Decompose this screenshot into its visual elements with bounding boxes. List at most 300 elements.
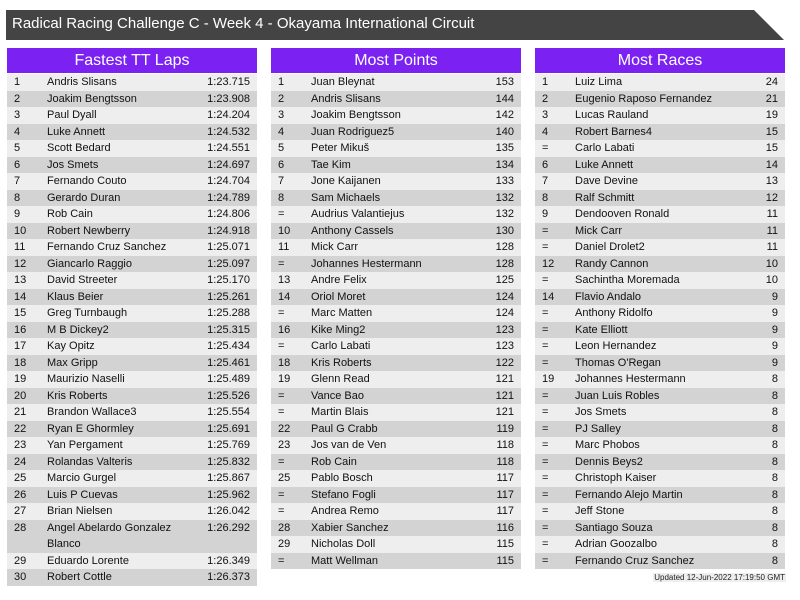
row-value: 1:25.867: [207, 472, 250, 484]
row-position: =: [278, 257, 285, 270]
row-driver-name: Oriol Moret: [311, 290, 366, 303]
row-position: 6: [14, 158, 21, 171]
row-driver-name: Martin Blais: [311, 406, 369, 418]
row-value: 1:23.908: [207, 92, 250, 105]
row-value: 1:25.489: [207, 373, 250, 385]
row-driver-name: Jos Smets: [575, 406, 627, 418]
row-value: 153: [495, 76, 514, 88]
row-driver-name: Dennis Beys2: [575, 455, 643, 468]
fastest-tt-laps-list: [7, 74, 257, 586]
table-row: [7, 520, 257, 553]
row-value: 24: [765, 76, 778, 88]
row-driver-name: Jone Kaijanen: [311, 175, 381, 187]
row-value: 1:25.315: [207, 323, 250, 336]
row-value: 125: [495, 274, 514, 286]
table-row: [535, 107, 785, 124]
row-position: 10: [14, 224, 27, 237]
row-position: 23: [14, 439, 27, 451]
table-row: [7, 223, 257, 240]
row-driver-name: Matt Wellman: [311, 554, 379, 567]
row-value: 135: [495, 142, 514, 154]
row-position: 14: [14, 290, 27, 303]
row-value: 132: [495, 208, 514, 220]
table-row: [535, 140, 785, 157]
row-driver-name: Carlo Labati: [575, 142, 635, 154]
row-value: 1:25.170: [207, 274, 250, 286]
row-value: 10: [765, 274, 778, 286]
table-row: [535, 338, 785, 355]
row-value: 123: [495, 323, 514, 336]
row-driver-name: Christoph Kaiser: [575, 472, 657, 484]
row-position: 14: [542, 290, 555, 303]
row-value: 8: [771, 538, 778, 550]
table-row: [535, 305, 785, 322]
row-position: =: [542, 356, 549, 369]
row-value: 133: [495, 175, 514, 187]
row-position: 24: [14, 455, 27, 468]
row-value: 11: [766, 224, 778, 237]
row-driver-name: Gerardo Duran: [47, 191, 121, 204]
row-value: 124: [495, 307, 514, 319]
row-value: 1:24.789: [207, 191, 250, 204]
row-position: =: [542, 142, 549, 154]
row-value: 9: [771, 356, 778, 369]
table-row: [7, 437, 257, 454]
row-driver-name: Anthony Cassels: [311, 224, 394, 237]
row-driver-name: Luis P Cuevas: [47, 488, 118, 501]
table-row: [7, 289, 257, 306]
row-value: 8: [771, 505, 778, 517]
row-value: 132: [495, 191, 514, 204]
table-row: [535, 256, 785, 273]
row-position: 12: [542, 257, 555, 270]
row-position: =: [542, 422, 549, 435]
title-banner: [6, 10, 784, 40]
row-driver-name: Lucas Rauland: [575, 109, 649, 121]
row-position: 9: [14, 208, 21, 220]
table-row: [535, 553, 785, 570]
row-value: 1:25.434: [207, 340, 250, 352]
row-value: 1:25.691: [207, 422, 250, 435]
row-driver-name: Ralf Schmitt: [575, 191, 635, 204]
row-driver-name: Randy Cannon: [575, 257, 649, 270]
row-value: 130: [495, 224, 514, 237]
row-driver-name: M B Dickey2: [47, 323, 109, 336]
row-position: =: [542, 274, 549, 286]
row-driver-name: Kay Opitz: [47, 340, 95, 352]
row-value: 8: [771, 422, 778, 435]
row-driver-name: Angel Abelardo Gonzalez Blanco: [47, 521, 172, 550]
table-row: [7, 404, 257, 421]
row-value: 1:26.292: [207, 521, 250, 534]
table-row: [535, 223, 785, 240]
row-position: 3: [14, 109, 21, 121]
row-value: 115: [496, 554, 514, 567]
row-driver-name: Mick Carr: [311, 241, 359, 253]
row-driver-name: Maurizio Naselli: [47, 373, 125, 385]
row-position: 22: [278, 422, 291, 435]
table-row: [271, 355, 521, 372]
table-row: [7, 124, 257, 141]
row-value: 1:24.551: [207, 142, 250, 154]
table-row: [271, 289, 521, 306]
table-row: [7, 256, 257, 273]
row-value: 121: [495, 373, 514, 385]
row-driver-name: Joakim Bengtsson: [47, 92, 137, 105]
row-position: 23: [278, 439, 291, 451]
row-position: =: [542, 455, 549, 468]
row-position: =: [278, 307, 285, 319]
table-row: [271, 140, 521, 157]
row-driver-name: Eduardo Lorente: [47, 554, 129, 567]
row-position: 30: [14, 571, 27, 583]
table-row: [271, 223, 521, 240]
row-driver-name: Rob Cain: [311, 455, 357, 468]
row-position: 7: [542, 175, 549, 187]
row-position: 22: [14, 422, 27, 435]
row-value: 11: [766, 208, 778, 220]
row-position: 5: [278, 142, 285, 154]
row-driver-name: Glenn Read: [311, 373, 370, 385]
row-value: 1:25.288: [207, 307, 250, 319]
table-row: [7, 470, 257, 487]
row-value: 1:25.097: [207, 257, 250, 270]
row-position: 19: [542, 373, 555, 385]
row-driver-name: Fernando Alejo Martin: [575, 488, 683, 501]
row-value: 1:25.962: [207, 488, 250, 501]
row-position: =: [542, 439, 549, 451]
table-row: [7, 421, 257, 438]
row-value: 1:24.204: [207, 109, 250, 121]
row-driver-name: Kris Roberts: [311, 356, 372, 369]
panel-heading: Most Points: [271, 48, 521, 73]
table-row: [271, 371, 521, 388]
row-driver-name: Kris Roberts: [47, 389, 108, 402]
row-driver-name: Santiago Souza: [575, 521, 653, 534]
table-row: [535, 404, 785, 421]
row-position: 18: [278, 356, 291, 369]
row-value: 116: [496, 521, 514, 534]
row-position: =: [542, 406, 549, 418]
row-driver-name: Fernando Couto: [47, 175, 127, 187]
table-row: [535, 272, 785, 289]
table-row: [7, 454, 257, 471]
table-row: [271, 421, 521, 438]
row-value: 1:25.526: [207, 389, 250, 402]
row-position: =: [278, 455, 285, 468]
table-row: [271, 322, 521, 339]
table-row: [271, 503, 521, 520]
most-races-panel: [535, 48, 785, 569]
row-value: 128: [495, 241, 514, 253]
table-row: [535, 487, 785, 504]
table-row: [271, 454, 521, 471]
row-driver-name: Thomas O'Regan: [575, 356, 661, 369]
fastest-tt-laps-panel: [7, 48, 257, 586]
row-value: 118: [496, 455, 514, 468]
row-driver-name: Jos van de Ven: [311, 439, 387, 451]
table-row: [7, 91, 257, 108]
row-position: 3: [542, 109, 549, 121]
table-row: [7, 388, 257, 405]
table-row: [535, 503, 785, 520]
row-driver-name: Andris Slisans: [47, 76, 117, 88]
row-driver-name: Brian Nielsen: [47, 505, 113, 517]
row-driver-name: Pablo Bosch: [311, 472, 373, 484]
table-row: [7, 355, 257, 372]
row-value: 9: [771, 340, 778, 352]
row-position: =: [278, 505, 285, 517]
row-position: 1: [14, 76, 21, 88]
table-row: [535, 190, 785, 207]
row-position: 8: [542, 191, 549, 204]
row-value: 1:26.349: [207, 554, 250, 567]
table-row: [271, 124, 521, 141]
row-position: 4: [542, 125, 549, 138]
row-driver-name: Ryan E Ghormley: [47, 422, 134, 435]
row-driver-name: Eugenio Raposo Fernandez: [575, 92, 712, 105]
row-value: 1:24.806: [207, 208, 250, 220]
row-value: 11: [766, 241, 778, 253]
row-driver-name: Robert Newberry: [47, 224, 131, 237]
row-driver-name: Kate Elliott: [575, 323, 628, 336]
table-row: [7, 173, 257, 190]
row-value: 118: [496, 439, 514, 451]
table-row: [271, 173, 521, 190]
row-position: 9: [542, 208, 549, 220]
row-value: 1:24.532: [207, 125, 250, 138]
row-position: 11: [278, 241, 290, 253]
table-row: [271, 536, 521, 553]
row-driver-name: Max Gripp: [47, 356, 98, 369]
row-position: 11: [14, 241, 26, 253]
table-row: [7, 74, 257, 91]
row-driver-name: Stefano Fogli: [311, 488, 376, 501]
table-row: [535, 91, 785, 108]
table-row: [7, 371, 257, 388]
table-row: [535, 124, 785, 141]
row-position: 19: [278, 373, 291, 385]
row-driver-name: PJ Salley: [575, 422, 621, 435]
row-value: 121: [495, 406, 514, 418]
row-position: 2: [542, 92, 549, 105]
row-value: 8: [771, 488, 778, 501]
row-value: 117: [496, 472, 514, 484]
row-driver-name: Audrius Valantiejus: [311, 208, 405, 220]
row-value: 19: [765, 109, 778, 121]
row-value: 1:25.832: [207, 455, 250, 468]
row-driver-name: Robert Cottle: [47, 571, 112, 583]
table-row: [271, 74, 521, 91]
row-driver-name: Marc Phobos: [575, 439, 640, 451]
row-position: =: [278, 554, 285, 567]
row-position: =: [542, 340, 549, 352]
row-driver-name: Juan Luis Robles: [575, 389, 660, 402]
row-driver-name: Joakim Bengtsson: [311, 109, 401, 121]
row-value: 8: [771, 373, 778, 385]
table-row: [535, 520, 785, 537]
row-value: 142: [495, 109, 514, 121]
row-position: =: [542, 241, 549, 253]
row-driver-name: Xabier Sanchez: [311, 521, 389, 534]
table-row: [535, 454, 785, 471]
table-row: [535, 289, 785, 306]
row-driver-name: Brandon Wallace3: [47, 406, 137, 418]
row-driver-name: Vance Bao: [311, 389, 365, 402]
table-row: [535, 421, 785, 438]
table-row: [7, 272, 257, 289]
table-row: [271, 157, 521, 174]
row-value: 8: [771, 406, 778, 418]
row-driver-name: Luke Annett: [575, 158, 634, 171]
row-position: 10: [278, 224, 291, 237]
table-row: [535, 322, 785, 339]
row-value: 144: [495, 92, 514, 105]
row-driver-name: Anthony Ridolfo: [575, 307, 653, 319]
row-value: 1:25.461: [207, 356, 250, 369]
row-position: 7: [14, 175, 21, 187]
table-row: [7, 553, 257, 570]
row-value: 1:24.697: [207, 158, 250, 171]
row-position: =: [278, 389, 285, 402]
table-row: [535, 239, 785, 256]
row-value: 13: [765, 175, 778, 187]
row-value: 117: [496, 505, 514, 517]
row-value: 10: [765, 257, 778, 270]
row-position: =: [542, 224, 549, 237]
row-position: 18: [14, 356, 27, 369]
most-points-list: [271, 74, 521, 569]
row-position: 20: [14, 389, 27, 402]
row-value: 123: [495, 340, 514, 352]
table-row: [535, 371, 785, 388]
row-position: =: [278, 406, 285, 418]
row-position: =: [542, 505, 549, 517]
row-position: 27: [14, 505, 27, 517]
row-value: 9: [771, 290, 778, 303]
row-driver-name: Paul Dyall: [47, 109, 97, 121]
table-row: [271, 553, 521, 570]
row-driver-name: Luke Annett: [47, 125, 106, 138]
table-row: [271, 404, 521, 421]
table-row: [271, 91, 521, 108]
row-position: 15: [14, 307, 27, 319]
row-driver-name: Andre Felix: [311, 274, 367, 286]
row-position: =: [542, 307, 549, 319]
row-position: =: [542, 521, 549, 534]
row-position: =: [278, 208, 285, 220]
row-value: 8: [771, 472, 778, 484]
row-position: 13: [278, 274, 291, 286]
table-row: [7, 305, 257, 322]
row-value: 14: [765, 158, 778, 171]
table-row: [271, 520, 521, 537]
row-driver-name: Juan Bleynat: [311, 76, 375, 88]
row-value: 12: [765, 191, 778, 204]
row-position: 8: [278, 191, 285, 204]
row-driver-name: Johannes Hestermann: [575, 373, 686, 385]
row-value: 8: [771, 521, 778, 534]
table-row: [7, 107, 257, 124]
table-row: [271, 338, 521, 355]
row-driver-name: Paul G Crabb: [311, 422, 378, 435]
row-value: 122: [495, 356, 514, 369]
row-position: 2: [278, 92, 285, 105]
table-row: [271, 388, 521, 405]
row-value: 1:25.554: [207, 406, 250, 418]
row-driver-name: Andrea Remo: [311, 505, 379, 517]
page-title: Radical Racing Challenge C - Week 4 - Okayama International Circuit: [12, 15, 475, 32]
table-row: [535, 355, 785, 372]
row-value: 1:24.918: [207, 224, 250, 237]
row-position: 19: [14, 373, 27, 385]
row-position: =: [278, 488, 285, 501]
row-value: 1:23.715: [207, 76, 250, 88]
row-value: 1:25.071: [207, 241, 250, 253]
panel-heading: Fastest TT Laps: [7, 48, 257, 73]
row-value: 1:26.373: [207, 571, 250, 583]
table-row: [535, 536, 785, 553]
table-row: [535, 437, 785, 454]
row-driver-name: Nicholas Doll: [311, 538, 376, 550]
row-driver-name: Andris Slisans: [311, 92, 381, 105]
panel-heading: Most Races: [535, 48, 785, 73]
table-row: [535, 388, 785, 405]
row-driver-name: Jeff Stone: [575, 505, 625, 517]
row-value: 115: [496, 538, 514, 550]
row-position: 2: [14, 92, 21, 105]
row-position: 4: [14, 125, 21, 138]
row-position: 8: [14, 191, 21, 204]
row-driver-name: Fernando Cruz Sanchez: [575, 554, 695, 567]
table-row: [271, 190, 521, 207]
row-position: =: [278, 340, 285, 352]
row-value: 8: [771, 389, 778, 402]
row-position: =: [542, 488, 549, 501]
row-position: =: [542, 554, 549, 567]
table-row: [271, 206, 521, 223]
row-driver-name: Greg Turnbaugh: [47, 307, 128, 319]
row-position: 21: [14, 406, 27, 418]
row-driver-name: Dendooven Ronald: [575, 208, 670, 220]
row-position: =: [542, 389, 549, 402]
row-value: 134: [495, 158, 514, 171]
row-driver-name: Flavio Andalo: [575, 290, 642, 303]
row-driver-name: Carlo Labati: [311, 340, 371, 352]
table-row: [271, 305, 521, 322]
table-row: [7, 190, 257, 207]
row-driver-name: Sam Michaels: [311, 191, 381, 204]
row-position: =: [542, 323, 549, 336]
row-position: 1: [542, 76, 549, 88]
row-driver-name: Leon Hernandez: [575, 340, 657, 352]
row-driver-name: Klaus Beier: [47, 290, 104, 303]
table-row: [535, 470, 785, 487]
row-driver-name: Adrian Goozalbo: [575, 538, 657, 550]
row-value: 21: [765, 92, 778, 105]
row-position: 13: [14, 274, 27, 286]
row-driver-name: Mick Carr: [575, 224, 623, 237]
row-position: 7: [278, 175, 285, 187]
table-row: [271, 437, 521, 454]
row-driver-name: Johannes Hestermann: [311, 257, 422, 270]
row-position: 25: [14, 472, 27, 484]
row-position: 14: [278, 290, 291, 303]
row-value: 1:25.261: [207, 290, 250, 303]
row-position: 4: [278, 125, 285, 138]
table-row: [271, 107, 521, 124]
row-driver-name: Rob Cain: [47, 208, 93, 220]
